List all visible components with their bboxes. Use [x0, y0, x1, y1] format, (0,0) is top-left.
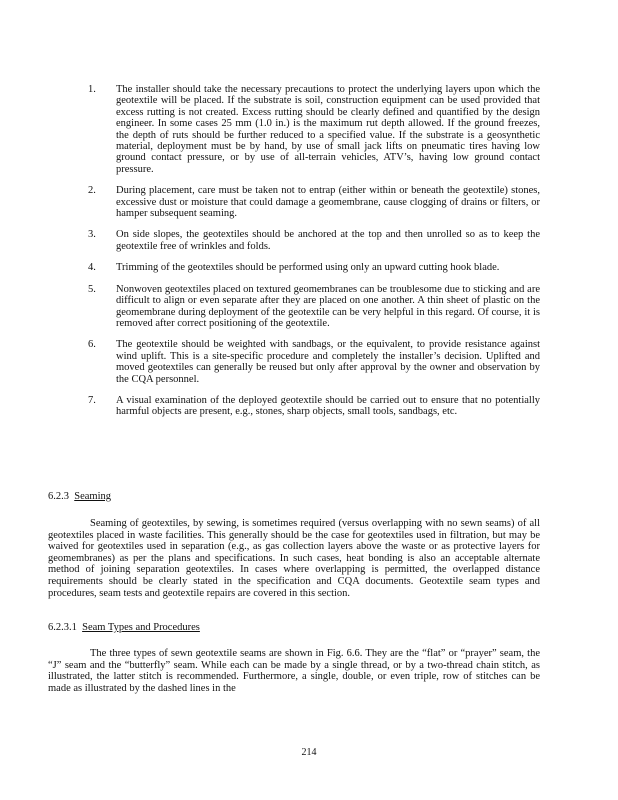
installation-list: [88, 84, 540, 428]
section-title: Seaming: [74, 491, 111, 502]
list-item-text: On side slopes, the geotextiles should be anchored at the top and then unrolled so as to keep the geotextile free of wrinkles and folds.: [116, 229, 540, 252]
list-item-text: Trimming of the geotextiles should be performed using only an upward cutting hook blade.: [116, 262, 500, 274]
list-item-text: The geotextile should be weighted with sandbags, or the equivalent, to provide resistance against wind uplift. This is a site-specific procedure and completely the installer’s decision. Uplifted and moved geotextiles can generally be reused but only after approval by the owner and observation by the CQA personnel.: [116, 339, 540, 385]
page-number: 214: [301, 747, 317, 758]
section-number: 6.2.3: [48, 491, 69, 502]
list-item-number: 4.: [88, 262, 96, 274]
list-item: [88, 262, 540, 273]
section-title: Seam Types and Procedures: [82, 622, 200, 633]
section-heading-seaming: [48, 491, 111, 503]
list-item-number: 7.: [88, 394, 96, 406]
list-item-number: 2.: [88, 185, 96, 197]
list-item: [88, 84, 540, 175]
list-item-text: Nonwoven geotextiles placed on textured geomembranes can be troublesome due to sticking and are difficult to align or even separate after they are placed on one another. A thin sheet of plastic on the geomembrane during deployment of the geotextile can be very helpful in this regard. Of course, it is removed after correct positioning of the geotextile.: [116, 283, 540, 329]
list-item: [88, 339, 540, 385]
list-item: [88, 229, 540, 252]
list-item-text: A visual examination of the deployed geotextile should be carried out to ensure that no potentially harmful objects are present, e.g., stones, sharp objects, small tools, sandbags, etc.: [116, 394, 540, 418]
list-item-number: 5.: [88, 283, 96, 295]
list-item-number: 1.: [88, 84, 96, 95]
section-heading-seam-types: [48, 622, 200, 634]
list-item-text: During placement, care must be taken not to entrap (either within or beneath the geotextile) stones, excessive dust or moisture that could damage a geomembrane, cause clogging of drains or filters, or hamper subsequent seaming.: [116, 185, 540, 220]
list-item-number: 3.: [88, 229, 96, 241]
seaming-paragraph: Seaming of geotextiles, by sewing, is sometimes required (versus overlapping with no sewn seams) of all geotextiles placed in waste facilities. This generally should be the case for geotextiles used in filtration, but may be waived for geotextiles used in separation (e.g., as gas collection layers above the waste or as protective layers for geomembranes) as per the plans and specifications. In such cases, heat bonding is also an acceptable alternate method of joining separation geotextiles. In cases where overlapping is permitted, the overlapped distance requirements should be clearly stated in the specification and CQA documents. Geotextile seam types and procedures, seam tests and geotextile repairs are covered in this section.: [48, 518, 540, 599]
list-item-number: 6.: [88, 339, 96, 351]
section-number: 6.2.3.1: [48, 622, 77, 633]
list-item-text: The installer should take the necessary precautions to protect the underlying layers upon which the geotextile will be placed. If the substrate is soil, construction equipment can be used provided that excess rutting is not created. Excess rutting should be clearly defined and quantified by the design engineer. In some cases 25 mm (1.0 in.) is the maximum rut depth allowed. If the ground freezes, the depth of ruts should be further reduced to a specified value. If the substrate is a geosynthetic material, deployment must be by hand, by use of small jack lifts on pneumatic tires having low ground contact pressure, or by use of all-terrain vehicles, ATV’s, having low ground contact pressure.: [116, 84, 540, 175]
list-item: [88, 395, 540, 418]
seam-types-paragraph: The three types of sewn geotextile seams are shown in Fig. 6.6. They are the “flat” or “prayer” seam, the “J” seam and the “butterfly” seam. While each can be made by a single thread, or by a two-thread chain stitch, as illustrated, the latter stitch is recommended. Furthermore, a single, double, or even triple, row of stitches can be made as illustrated by the dashed lines in the: [48, 648, 540, 694]
list-item: [88, 284, 540, 330]
list-item: [88, 185, 540, 219]
